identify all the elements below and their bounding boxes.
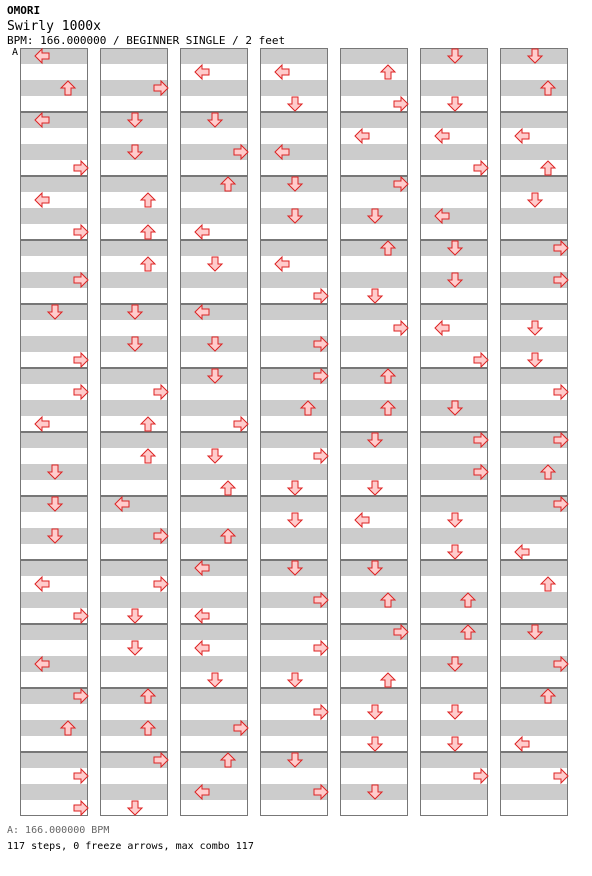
stripe-band xyxy=(340,112,408,128)
stripe-band xyxy=(500,528,568,544)
stripe-band xyxy=(500,208,568,224)
white-band xyxy=(340,64,408,80)
stripe-band xyxy=(100,688,168,704)
stripe-band xyxy=(420,144,488,160)
white-band xyxy=(420,64,488,80)
stripe-band xyxy=(20,656,88,672)
stripe-band xyxy=(420,688,488,704)
stripe-band xyxy=(20,112,88,128)
stripe-band xyxy=(420,560,488,576)
stripe-band xyxy=(260,144,328,160)
white-band xyxy=(100,256,168,272)
white-band xyxy=(180,640,248,656)
white-band xyxy=(180,512,248,528)
white-band xyxy=(260,160,328,176)
white-band xyxy=(420,192,488,208)
stripe-band xyxy=(340,752,408,768)
stripe-band xyxy=(260,240,328,256)
stripe-band xyxy=(20,336,88,352)
white-band xyxy=(420,224,488,240)
white-band xyxy=(340,384,408,400)
stripe-band xyxy=(20,48,88,64)
white-band xyxy=(420,608,488,624)
white-band xyxy=(500,576,568,592)
stripe-band xyxy=(340,720,408,736)
white-band xyxy=(260,320,328,336)
white-band xyxy=(100,224,168,240)
white-band xyxy=(500,672,568,688)
stripe-band xyxy=(180,752,248,768)
stripe-band xyxy=(420,208,488,224)
stripe-band xyxy=(500,464,568,480)
stripe-band xyxy=(420,624,488,640)
white-band xyxy=(180,768,248,784)
white-band xyxy=(100,672,168,688)
white-band xyxy=(340,672,408,688)
stripe-band xyxy=(340,368,408,384)
stripe-band xyxy=(100,176,168,192)
stripe-band xyxy=(340,144,408,160)
stripe-band xyxy=(20,720,88,736)
white-band xyxy=(100,416,168,432)
stripe-band xyxy=(100,560,168,576)
stripe-band xyxy=(500,368,568,384)
white-band xyxy=(340,128,408,144)
white-band xyxy=(500,704,568,720)
stripe-band xyxy=(420,176,488,192)
stripe-band xyxy=(420,592,488,608)
white-band xyxy=(500,128,568,144)
white-band xyxy=(100,160,168,176)
stripe-band xyxy=(100,400,168,416)
stripe-band xyxy=(340,464,408,480)
stripe-band xyxy=(100,592,168,608)
white-band xyxy=(500,736,568,752)
stripe-band xyxy=(340,496,408,512)
stripe-band xyxy=(20,240,88,256)
white-band xyxy=(340,800,408,816)
white-band xyxy=(180,160,248,176)
stripe-band xyxy=(340,400,408,416)
stripe-band xyxy=(340,336,408,352)
white-band xyxy=(500,256,568,272)
stripe-band xyxy=(100,432,168,448)
white-band xyxy=(260,736,328,752)
footer-summary: 117 steps, 0 freeze arrows, max combo 117 xyxy=(7,841,254,852)
white-band xyxy=(500,544,568,560)
stripe-band xyxy=(420,304,488,320)
white-band xyxy=(20,512,88,528)
stripe-band xyxy=(20,752,88,768)
white-band xyxy=(20,640,88,656)
stripe-band xyxy=(180,560,248,576)
white-band xyxy=(500,800,568,816)
white-band xyxy=(500,96,568,112)
white-band xyxy=(420,384,488,400)
stripe-band xyxy=(500,784,568,800)
stripe-band xyxy=(100,368,168,384)
stripe-band xyxy=(420,528,488,544)
stripe-band xyxy=(180,656,248,672)
white-band xyxy=(100,64,168,80)
stripe-band xyxy=(340,48,408,64)
white-band xyxy=(180,800,248,816)
stripe-band xyxy=(180,496,248,512)
stripe-band xyxy=(100,464,168,480)
white-band xyxy=(20,448,88,464)
white-band xyxy=(100,320,168,336)
white-band xyxy=(100,448,168,464)
white-band xyxy=(500,288,568,304)
white-band xyxy=(260,608,328,624)
white-band xyxy=(100,192,168,208)
stripe-band xyxy=(20,400,88,416)
stripe-band xyxy=(260,400,328,416)
stripe-band xyxy=(180,208,248,224)
white-band xyxy=(500,416,568,432)
stripe-band xyxy=(420,368,488,384)
white-band xyxy=(500,608,568,624)
white-band xyxy=(260,384,328,400)
stripe-band xyxy=(180,528,248,544)
stripe-band xyxy=(500,560,568,576)
white-band xyxy=(100,128,168,144)
white-band xyxy=(420,672,488,688)
stripe-band xyxy=(260,432,328,448)
stripe-band xyxy=(260,80,328,96)
stripe-band xyxy=(500,112,568,128)
stripe-band xyxy=(500,144,568,160)
white-band xyxy=(420,576,488,592)
stripe-band xyxy=(20,144,88,160)
stripe-band xyxy=(20,80,88,96)
stripe-band xyxy=(260,464,328,480)
white-band xyxy=(260,800,328,816)
white-band xyxy=(340,352,408,368)
stripe-band xyxy=(100,208,168,224)
footer-bpm: A: 166.000000 BPM xyxy=(7,825,110,836)
white-band xyxy=(180,288,248,304)
white-band xyxy=(180,544,248,560)
white-band xyxy=(100,512,168,528)
stripe-band xyxy=(340,656,408,672)
white-band xyxy=(340,512,408,528)
white-band xyxy=(500,64,568,80)
white-band xyxy=(100,352,168,368)
white-band xyxy=(420,800,488,816)
white-band xyxy=(260,192,328,208)
stripe-band xyxy=(500,400,568,416)
stripe-band xyxy=(500,592,568,608)
white-band xyxy=(100,288,168,304)
stripe-band xyxy=(420,720,488,736)
stripe-band xyxy=(180,400,248,416)
stripe-band xyxy=(420,752,488,768)
white-band xyxy=(260,256,328,272)
white-band xyxy=(20,256,88,272)
white-band xyxy=(180,320,248,336)
stripe-band xyxy=(340,528,408,544)
white-band xyxy=(180,128,248,144)
white-band xyxy=(260,416,328,432)
stripe-band xyxy=(500,80,568,96)
stripe-band xyxy=(420,112,488,128)
white-band xyxy=(340,576,408,592)
stripe-band xyxy=(420,496,488,512)
white-band xyxy=(260,576,328,592)
stripe-band xyxy=(20,784,88,800)
stripe-band xyxy=(340,592,408,608)
white-band xyxy=(260,64,328,80)
white-band xyxy=(100,736,168,752)
white-band xyxy=(20,416,88,432)
stripe-band xyxy=(180,592,248,608)
white-band xyxy=(420,256,488,272)
stripe-band xyxy=(340,304,408,320)
stripe-band xyxy=(260,656,328,672)
stripe-band xyxy=(180,304,248,320)
stripe-band xyxy=(260,624,328,640)
white-band xyxy=(100,544,168,560)
stripe-band xyxy=(500,304,568,320)
stripe-band xyxy=(100,240,168,256)
bpm-marker: A xyxy=(12,47,19,58)
stripe-band xyxy=(260,528,328,544)
stripe-band xyxy=(180,48,248,64)
stripe-band xyxy=(100,624,168,640)
white-band xyxy=(340,192,408,208)
stripe-band xyxy=(100,784,168,800)
white-band xyxy=(20,192,88,208)
white-band xyxy=(340,544,408,560)
stripe-band xyxy=(500,752,568,768)
white-band xyxy=(20,544,88,560)
white-band xyxy=(180,480,248,496)
stripe-band xyxy=(260,688,328,704)
stripe-band xyxy=(260,112,328,128)
stripe-band xyxy=(180,272,248,288)
white-band xyxy=(100,704,168,720)
white-band xyxy=(340,416,408,432)
white-band xyxy=(260,224,328,240)
stripe-band xyxy=(100,496,168,512)
white-band xyxy=(180,608,248,624)
white-band xyxy=(500,160,568,176)
white-band xyxy=(20,736,88,752)
stripe-band xyxy=(420,784,488,800)
white-band xyxy=(180,384,248,400)
stripe-band xyxy=(340,688,408,704)
white-band xyxy=(180,704,248,720)
white-band xyxy=(340,256,408,272)
stripe-band xyxy=(260,48,328,64)
white-band xyxy=(20,288,88,304)
stripe-band xyxy=(20,208,88,224)
stripe-band xyxy=(500,176,568,192)
white-band xyxy=(20,96,88,112)
stripe-band xyxy=(180,176,248,192)
stripe-band xyxy=(500,720,568,736)
song-artist: OMORI xyxy=(7,4,41,17)
white-band xyxy=(180,224,248,240)
stripe-band xyxy=(100,272,168,288)
white-band xyxy=(500,640,568,656)
white-band xyxy=(420,416,488,432)
white-band xyxy=(100,768,168,784)
white-band xyxy=(180,576,248,592)
white-band xyxy=(180,736,248,752)
stripe-band xyxy=(180,240,248,256)
white-band xyxy=(420,640,488,656)
stripe-band xyxy=(500,688,568,704)
stripe-band xyxy=(260,304,328,320)
white-band xyxy=(20,128,88,144)
stripe-band xyxy=(260,720,328,736)
white-band xyxy=(20,704,88,720)
stripe-band xyxy=(20,432,88,448)
stripe-band xyxy=(20,592,88,608)
white-band xyxy=(260,768,328,784)
white-band xyxy=(20,576,88,592)
stripe-band xyxy=(180,784,248,800)
white-band xyxy=(20,480,88,496)
stripe-band xyxy=(100,720,168,736)
white-band xyxy=(260,128,328,144)
white-band xyxy=(500,224,568,240)
stripe-band xyxy=(500,336,568,352)
white-band xyxy=(340,448,408,464)
white-band xyxy=(500,480,568,496)
stripe-band xyxy=(180,624,248,640)
stripe-band xyxy=(20,176,88,192)
chart-meta: BPM: 166.000000 / BEGINNER SINGLE / 2 feet xyxy=(7,34,286,47)
white-band xyxy=(420,448,488,464)
white-band xyxy=(20,64,88,80)
song-title: Swirly 1000x xyxy=(7,19,101,34)
stripe-band xyxy=(340,80,408,96)
white-band xyxy=(180,192,248,208)
white-band xyxy=(420,288,488,304)
white-band xyxy=(260,544,328,560)
white-band xyxy=(500,512,568,528)
stripe-band xyxy=(20,624,88,640)
white-band xyxy=(420,320,488,336)
white-band xyxy=(180,96,248,112)
white-band xyxy=(100,96,168,112)
stripe-band xyxy=(420,80,488,96)
white-band xyxy=(340,224,408,240)
white-band xyxy=(500,448,568,464)
white-band xyxy=(20,320,88,336)
white-band xyxy=(340,160,408,176)
stripe-band xyxy=(180,688,248,704)
white-band xyxy=(340,768,408,784)
white-band xyxy=(20,672,88,688)
stripe-band xyxy=(340,240,408,256)
white-band xyxy=(180,64,248,80)
stripe-band xyxy=(180,80,248,96)
stripe-band xyxy=(260,272,328,288)
stripe-band xyxy=(180,432,248,448)
stripe-band xyxy=(20,368,88,384)
white-band xyxy=(100,480,168,496)
white-band xyxy=(420,128,488,144)
stripe-band xyxy=(100,656,168,672)
white-band xyxy=(340,608,408,624)
stripe-band xyxy=(180,464,248,480)
white-band xyxy=(420,480,488,496)
white-band xyxy=(180,352,248,368)
stripe-band xyxy=(20,560,88,576)
stripe-band xyxy=(260,496,328,512)
white-band xyxy=(260,352,328,368)
white-band xyxy=(340,640,408,656)
stripe-band xyxy=(100,48,168,64)
stripe-band xyxy=(340,272,408,288)
stripe-band xyxy=(420,336,488,352)
